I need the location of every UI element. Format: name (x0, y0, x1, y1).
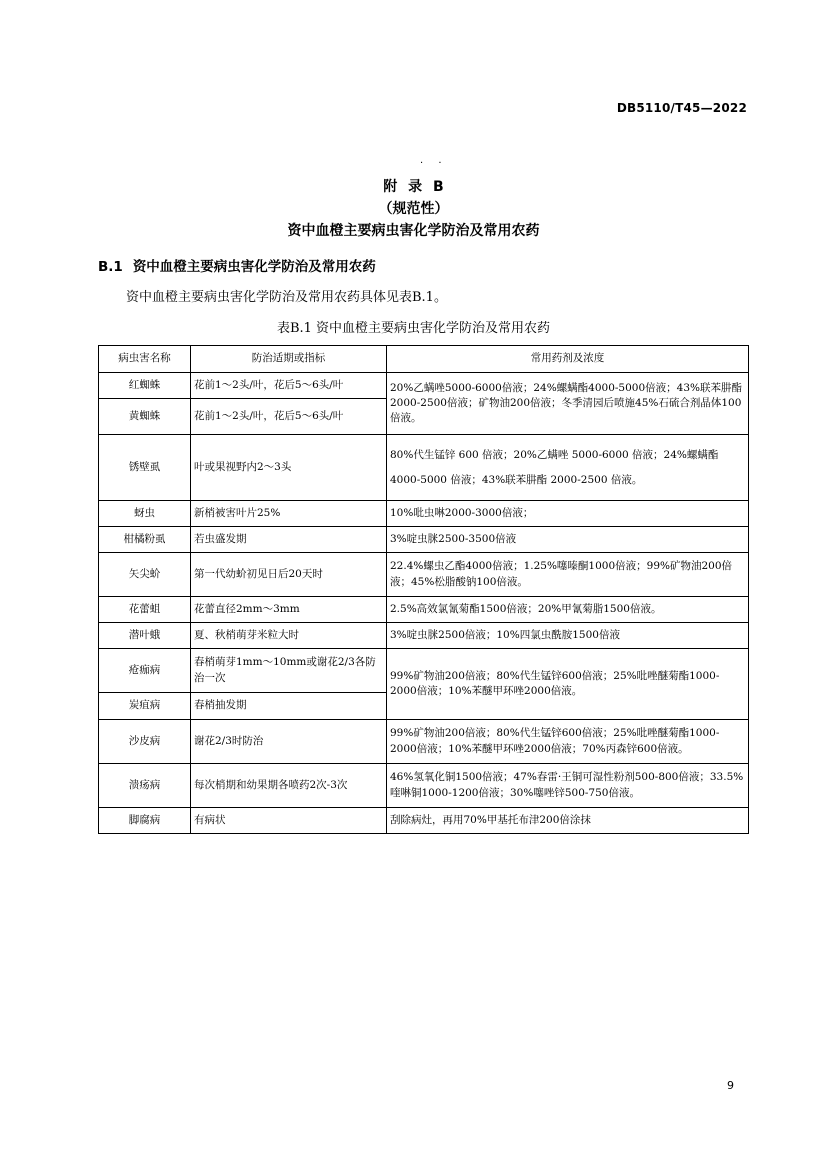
table-row (99, 373, 749, 399)
pest-control-table (98, 345, 749, 834)
control-period: 叶或果视野内2～3头 (191, 435, 387, 501)
pesticide-cell: 22.4%螺虫乙酯4000倍液；1.25%噻嗪酮1000倍液；99%矿物油200倍液；45%松脂酸钠100倍液。 (387, 553, 749, 597)
appendix-title: 附 录 B (383, 179, 444, 195)
control-period: 花蕾直径2mm～3mm (191, 597, 387, 623)
control-period: 新梢被害叶片25% (191, 501, 387, 527)
section-heading (98, 255, 376, 275)
decorative-dots: · · (420, 158, 448, 169)
table-row (99, 720, 749, 764)
section-heading-text: 资中血橙主要病虫害化学防治及常用农药 (132, 259, 376, 275)
table-row (99, 808, 749, 834)
table-row (99, 435, 749, 501)
body-paragraph: 资中血橙主要病虫害化学防治及常用农药具体见表B.1。 (126, 290, 447, 305)
document-code: DB5110/T45—2022 (616, 101, 747, 115)
pest-name: 炭疽病 (99, 693, 191, 720)
pest-name: 锈壁虱 (99, 435, 191, 501)
control-period: 谢花2/3时防治 (191, 720, 387, 764)
pesticide-cell: 10%吡虫啉2000-3000倍液； (387, 501, 749, 527)
pest-name: 溃疡病 (99, 764, 191, 808)
pesticide-cell: 80%代生锰锌 600 倍液；20%乙螨唑 5000-6000 倍液；24%螺螨酯4000-5000 倍液；43%联苯肼酯 2000-2500 倍液。 (387, 435, 749, 501)
pest-name: 疮痂病 (99, 649, 191, 693)
pest-name: 潜叶蛾 (99, 623, 191, 649)
pest-name: 黄蜘蛛 (99, 399, 191, 435)
table-row (99, 649, 749, 693)
pest-name: 沙皮病 (99, 720, 191, 764)
pesticide-cell: 99%矿物油200倍液；80%代生锰锌600倍液；25%吡唑醚菊酯1000-2000倍液；10%苯醚甲环唑2000倍液；70%丙森锌600倍液。 (387, 720, 749, 764)
control-period: 每次梢期和幼果期各喷药2次-3次 (191, 764, 387, 808)
control-period: 夏、秋梢萌芽米粒大时 (191, 623, 387, 649)
table-row (99, 553, 749, 597)
pesticide-cell: 46%氢氧化铜1500倍液；47%春雷·王铜可湿性粉剂500-800倍液；33.5%喹啉铜1000-1200倍液；30%噻唑锌500-750倍液。 (387, 764, 749, 808)
pest-name: 蚜虫 (99, 501, 191, 527)
control-period: 春梢萌芽1mm～10mm或谢花2/3各防治一次 (191, 649, 387, 693)
control-period: 春梢抽发期 (191, 693, 387, 720)
table-row (99, 623, 749, 649)
pest-name: 花蕾蛆 (99, 597, 191, 623)
pesticide-cell: 20%乙螨唑5000-6000倍液；24%螺螨酯4000-5000倍液；43%联苯肼酯2000-2500倍液；矿物油200倍液；冬季清园后喷施45%石硫合剂晶体100倍液。 (387, 373, 749, 435)
control-period: 有病状 (191, 808, 387, 834)
appendix-subject: 资中血橙主要病虫害化学防治及常用农药 (287, 223, 540, 239)
control-period: 第一代幼蚧初见日后20天时 (191, 553, 387, 597)
header-control-period: 防治适期或指标 (191, 346, 387, 373)
section-number: B.1 (98, 259, 123, 275)
table-row (99, 597, 749, 623)
table-row (99, 527, 749, 553)
pest-name: 脚腐病 (99, 808, 191, 834)
control-period: 若虫盛发期 (191, 527, 387, 553)
control-period: 花前1～2头/叶，花后5～6头/叶 (191, 399, 387, 435)
pesticide-cell: 刮除病灶，再用70%甲基托布津200倍涂抹 (387, 808, 749, 834)
table-row (99, 764, 749, 808)
header-pesticide-concentration: 常用药剂及浓度 (387, 346, 749, 373)
pest-name: 红蜘蛛 (99, 373, 191, 399)
appendix-nature: （规范性） (378, 201, 449, 217)
pest-name: 矢尖蚧 (99, 553, 191, 597)
control-period: 花前1～2头/叶，花后5～6头/叶 (191, 373, 387, 399)
pesticide-cell: 3%啶虫脒2500-3500倍液 (387, 527, 749, 553)
page-number: 9 (727, 1079, 734, 1092)
table-row (99, 501, 749, 527)
pesticide-cell: 99%矿物油200倍液；80%代生锰锌600倍液；25%吡唑醚菊酯1000-2000倍液；10%苯醚甲环唑2000倍液。 (387, 649, 749, 720)
pest-name: 柑橘粉虱 (99, 527, 191, 553)
header-pest-name: 病虫害名称 (99, 346, 191, 373)
table-header-row (99, 346, 749, 373)
pesticide-cell: 2.5%高效氯氰菊酯1500倍液；20%甲氰菊脂1500倍液。 (387, 597, 749, 623)
pesticide-cell: 3%啶虫脒2500倍液；10%四氯虫酰胺1500倍液 (387, 623, 749, 649)
table-caption: 表B.1 资中血橙主要病虫害化学防治及常用农药 (276, 321, 551, 336)
